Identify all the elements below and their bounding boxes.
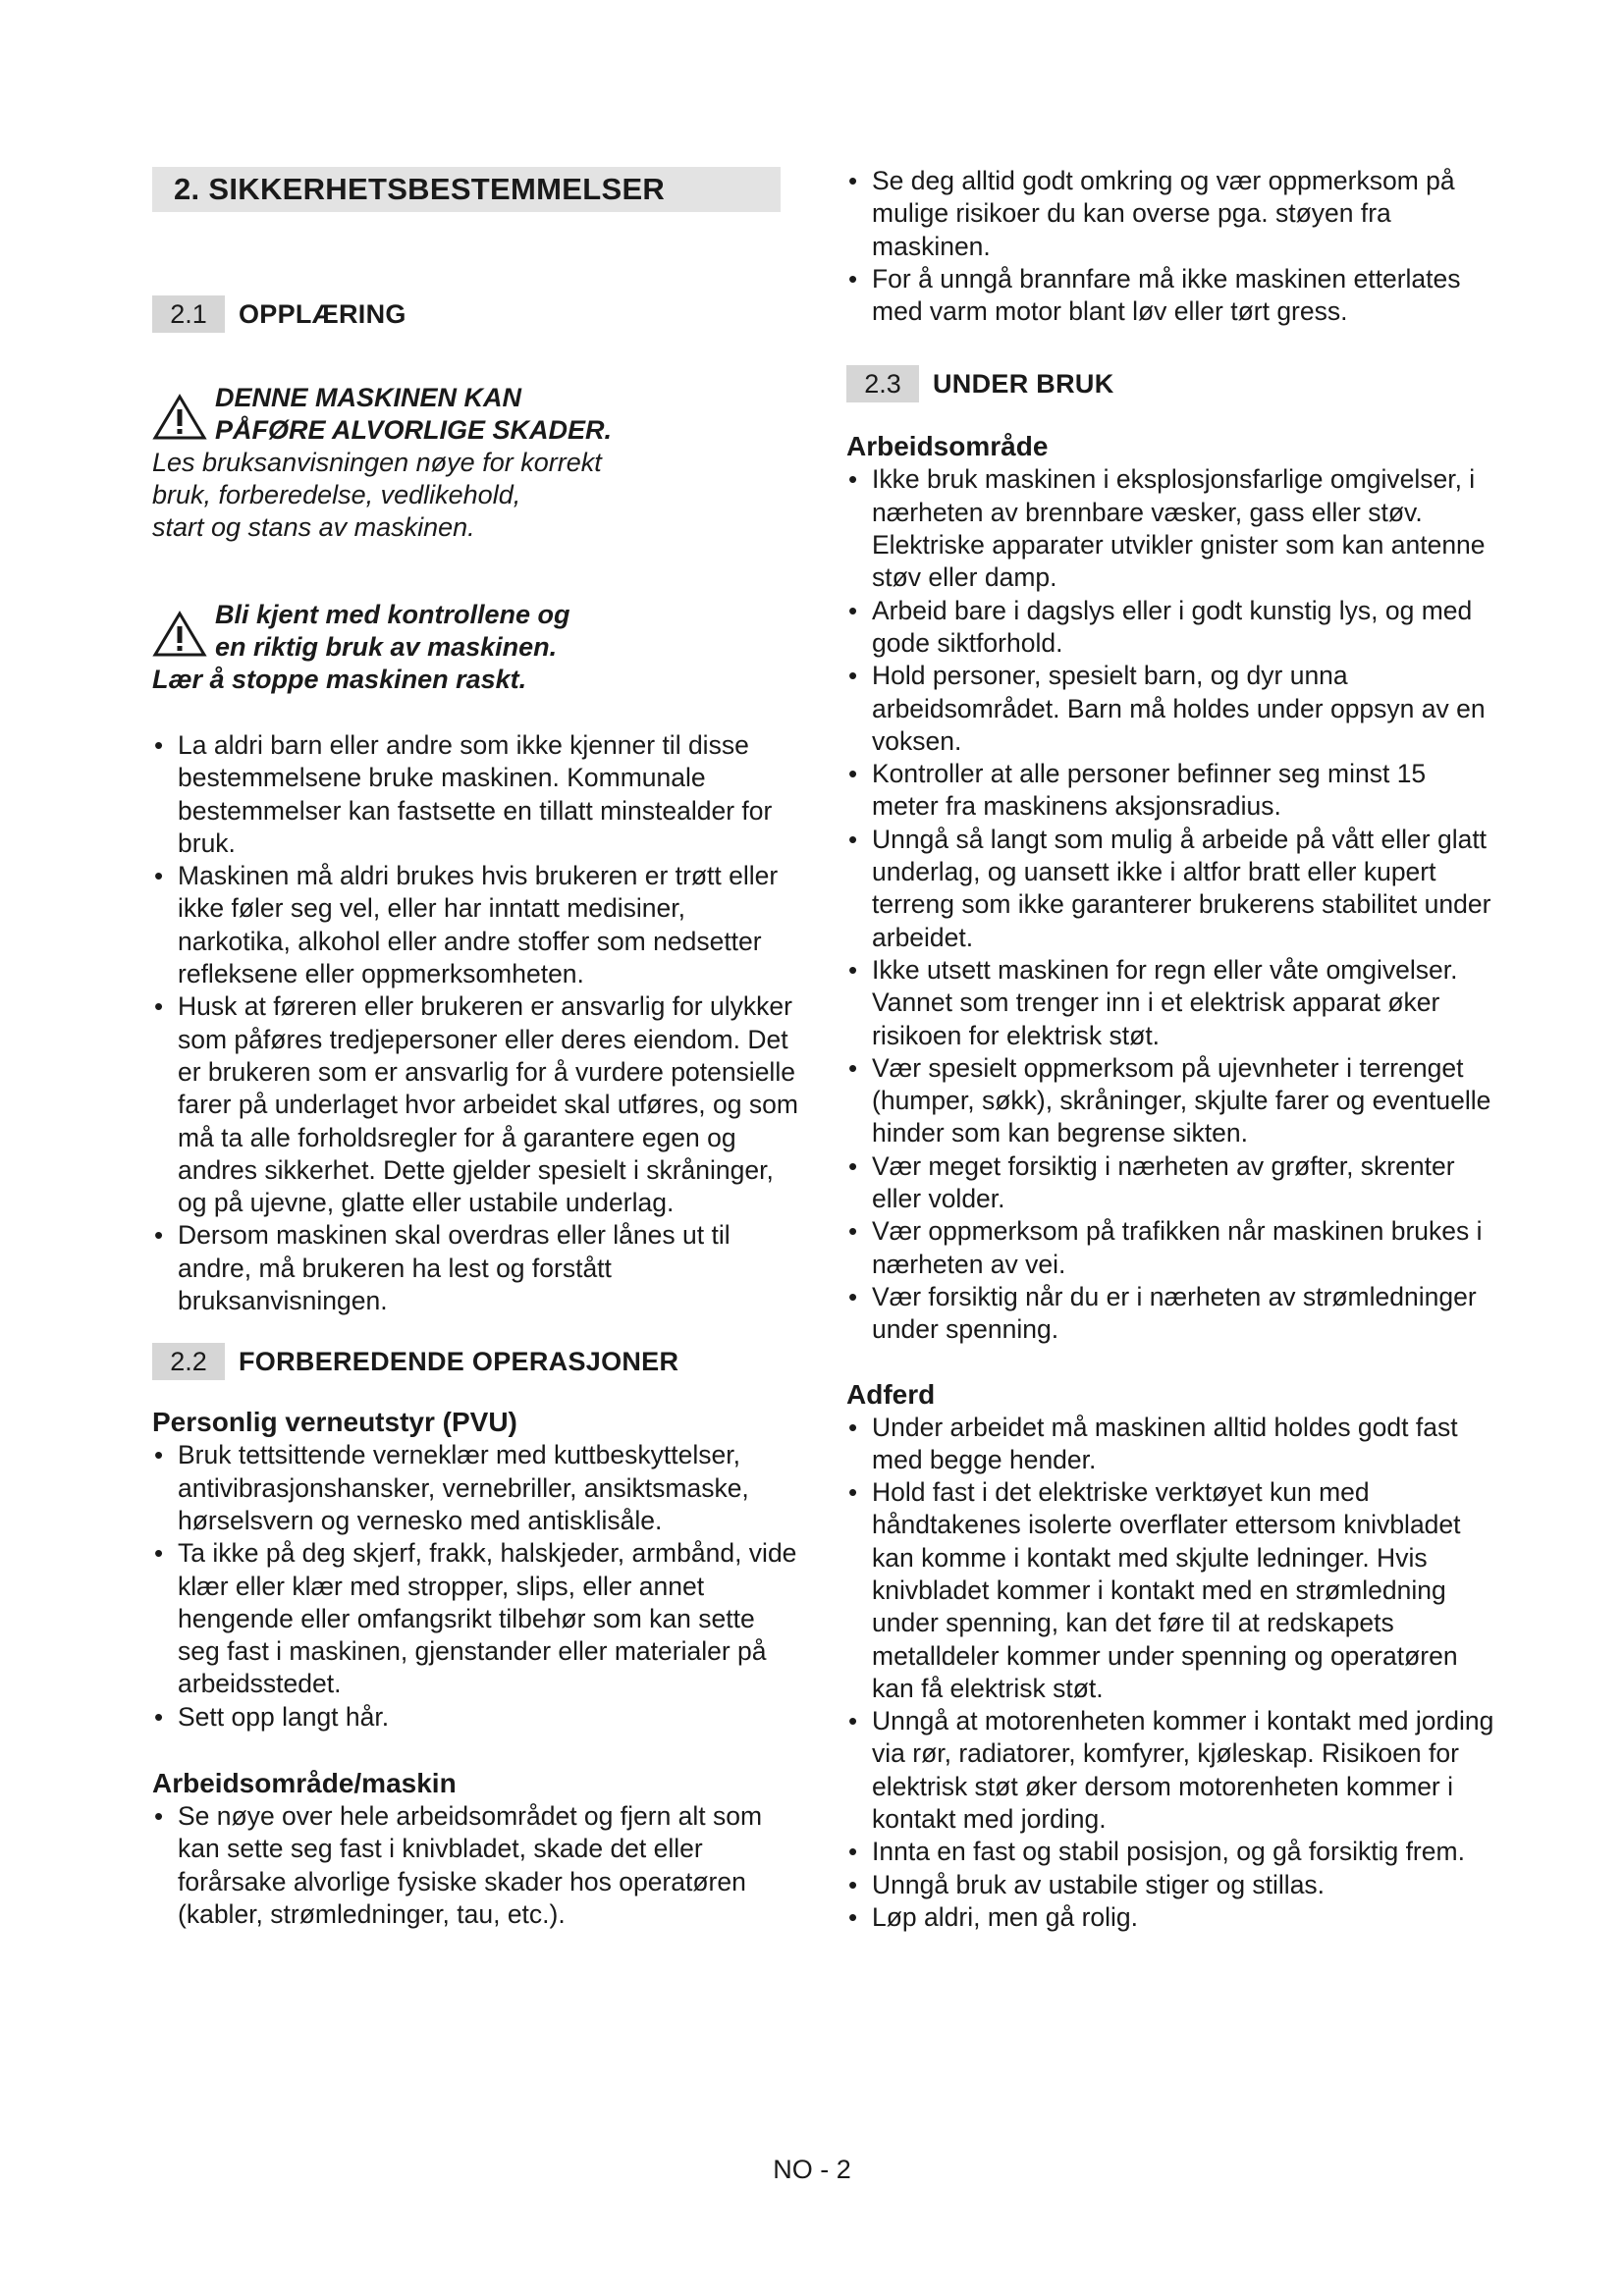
pvu-bullet-list: [152, 1439, 800, 1734]
list-item: • Kontroller at alle personer befinner seg minst 15 meter fra maskinens aksjonsradius.: [846, 758, 1494, 824]
list-item: • Se deg alltid godt omkring og vær oppmerksom på mulige risikoer du kan overse pga. støyen fra maskinen.: [846, 165, 1494, 263]
warning-triangle-icon: [152, 394, 207, 441]
right-column: [846, 165, 1494, 1934]
list-item: • Bruk tettsittende verneklær med kuttbeskyttelser, antivibrasjonshansker, vernebriller, ansiktsmaske, hørselsvern og vernesko med antisklisåle.: [152, 1439, 800, 1537]
work-area-bullet-list-continued: [846, 165, 1494, 328]
list-item: • Innta en fast og stabil posisjon, og gå forsiktig frem.: [846, 1836, 1494, 1868]
warning-block-1: [152, 382, 800, 544]
list-item: • Vær oppmerksom på trafikken når maskinen brukes i nærheten av vei.: [846, 1215, 1494, 1281]
list-item: • Unngå bruk av ustabile stiger og stillas.: [846, 1869, 1494, 1901]
warning-title: Bli kjent med kontrollene og: [215, 600, 570, 629]
subsection-number: 2.1: [152, 295, 225, 333]
page-number: NO - 2: [773, 2155, 851, 2184]
subsection-heading-2-3: [846, 365, 1494, 402]
warning-text: bruk, forberedelse, vedlikehold,: [152, 480, 521, 509]
warning-title: DENNE MASKINEN KAN: [215, 383, 522, 412]
list-item: • For å unngå brannfare må ikke maskinen etterlates med varm motor blant løv eller tørt gress.: [846, 263, 1494, 329]
list-item: • Ikke bruk maskinen i eksplosjonsfarlige omgivelser, i nærheten av brennbare væsker, gass eller støv. Elektriske apparater utvikler gnister som kan antenne støv eller damp.: [846, 463, 1494, 594]
list-item: • Husk at føreren eller brukeren er ansvarlig for ulykker som påføres tredjepersoner eller deres eiendom. Det er brukeren som er ansvarlig for å vurdere potensielle farer på underlaget hvor arbeidet skal utføres, og som må ta alle forholdsregler for å garantere egen og andres sikkerhet. Dette gjelder spesielt i skråninger, og på ujevne, glatte eller ustabile underlag.: [152, 990, 800, 1219]
warning-text: Les bruksanvisningen nøye for korrekt: [152, 448, 602, 477]
list-item: • Under arbeidet må maskinen alltid holdes godt fast med begge hender.: [846, 1412, 1494, 1477]
warning-text: start og stans av maskinen.: [152, 512, 475, 542]
list-item: • Sett opp langt hår.: [152, 1701, 800, 1734]
work-area-heading: Arbeidsområde: [846, 431, 1049, 462]
behavior-bullet-list: [846, 1412, 1494, 1935]
pvu-heading: Personlig verneutstyr (PVU): [152, 1407, 517, 1438]
left-column: [152, 167, 800, 1931]
subsection-title: FORBEREDENDE OPERASJONER: [239, 1346, 679, 1376]
subsection-number: 2.2: [152, 1343, 225, 1380]
behavior-heading: Adferd: [846, 1378, 936, 1410]
warning-triangle-icon: [152, 611, 207, 658]
list-item: • Unngå at motorenheten kommer i kontakt med jording via rør, radiatorer, komfyrer, kjøleskap. Risikoen for elektrisk støt øker dersom motorenheten kommer i kontakt med jording.: [846, 1705, 1494, 1836]
training-bullet-list: [152, 729, 800, 1317]
list-item: • Vær forsiktig når du er i nærheten av strømledninger under spenning.: [846, 1281, 1494, 1347]
list-item: • Løp aldri, men gå rolig.: [846, 1901, 1494, 1934]
warning-text: Lær å stoppe maskinen raskt.: [152, 665, 527, 694]
list-item: • Ta ikke på deg skjerf, frakk, halskjeder, armbånd, vide klær eller klær med stropper, slips, eller annet hengende eller omfangsrikt tilbehør som kan sette seg fast i maskinen, gjenstander eller materialer på arbeidsstedet.: [152, 1537, 800, 1700]
list-item: • Maskinen må aldri brukes hvis brukeren er trøtt eller ikke føler seg vel, eller har inntatt medisiner, narkotika, alkohol eller andre stoffer som nedsetter refleksene eller oppmerksomheten.: [152, 860, 800, 990]
warning-title: PÅFØRE ALVORLIGE SKADER.: [215, 415, 613, 445]
work-area-bullet-list: [152, 1800, 800, 1931]
list-item: • Hold fast i det elektriske verktøyet kun med håndtakenes isolerte overflater ettersom knivbladet kan komme i kontakt med skjulte ledninger. Hvis knivbladet kommer i kontakt med en strømledning under spenning, kan det føre til at redskapets metalldeler kommer under spenning og operatøren kan få elektrisk støt.: [846, 1476, 1494, 1705]
warning-title: en riktig bruk av maskinen.: [215, 632, 558, 662]
list-item: • Vær meget forsiktig i nærheten av grøfter, skrenter eller volder.: [846, 1150, 1494, 1216]
list-item: • La aldri barn eller andre som ikke kjenner til disse bestemmelsene bruke maskinen. Kommunale bestemmelser kan fastsette en tillatt minstealder for bruk.: [152, 729, 800, 860]
work-area-use-bullet-list: [846, 463, 1494, 1346]
list-item: • Vær spesielt oppmerksom på ujevnheter i terrenget (humper, søkk), skråninger, skjulte farer og eventuelle hinder som kan begrense sikten.: [846, 1052, 1494, 1150]
list-item: • Unngå så langt som mulig å arbeide på vått eller glatt underlag, og uansett ikke i altfor bratt eller kupert terreng som ikke garanterer brukerens stabilitet under arbeidet.: [846, 824, 1494, 954]
warning-block-2: [152, 599, 800, 696]
section-heading: 2. SIKKERHETSBESTEMMELSER: [152, 167, 781, 212]
subsection-title: UNDER BRUK: [933, 368, 1114, 399]
subsection-heading-2-1: [152, 295, 800, 333]
list-item: • Dersom maskinen skal overdras eller lånes ut til andre, må brukeren ha lest og forstått bruksanvisningen.: [152, 1219, 800, 1317]
list-item: • Ikke utsett maskinen for regn eller våte omgivelser. Vannet som trenger inn i et elektrisk apparat øker risikoen for elektrisk støt.: [846, 954, 1494, 1052]
work-area-machine-heading: Arbeidsområde/maskin: [152, 1768, 457, 1799]
subsection-heading-2-2: [152, 1343, 800, 1380]
list-item: • Arbeid bare i dagslys eller i godt kunstig lys, og med gode siktforhold.: [846, 595, 1494, 661]
list-item: • Se nøye over hele arbeidsområdet og fjern alt som kan sette seg fast i knivbladet, skade det eller forårsake alvorlige fysiske skader hos operatøren (kabler, strømledninger, tau, etc.).: [152, 1800, 800, 1931]
subsection-title: OPPLÆRING: [239, 298, 406, 329]
list-item: • Hold personer, spesielt barn, og dyr unna arbeidsområdet. Barn må holdes under oppsyn av en voksen.: [846, 660, 1494, 758]
subsection-number: 2.3: [846, 365, 919, 402]
